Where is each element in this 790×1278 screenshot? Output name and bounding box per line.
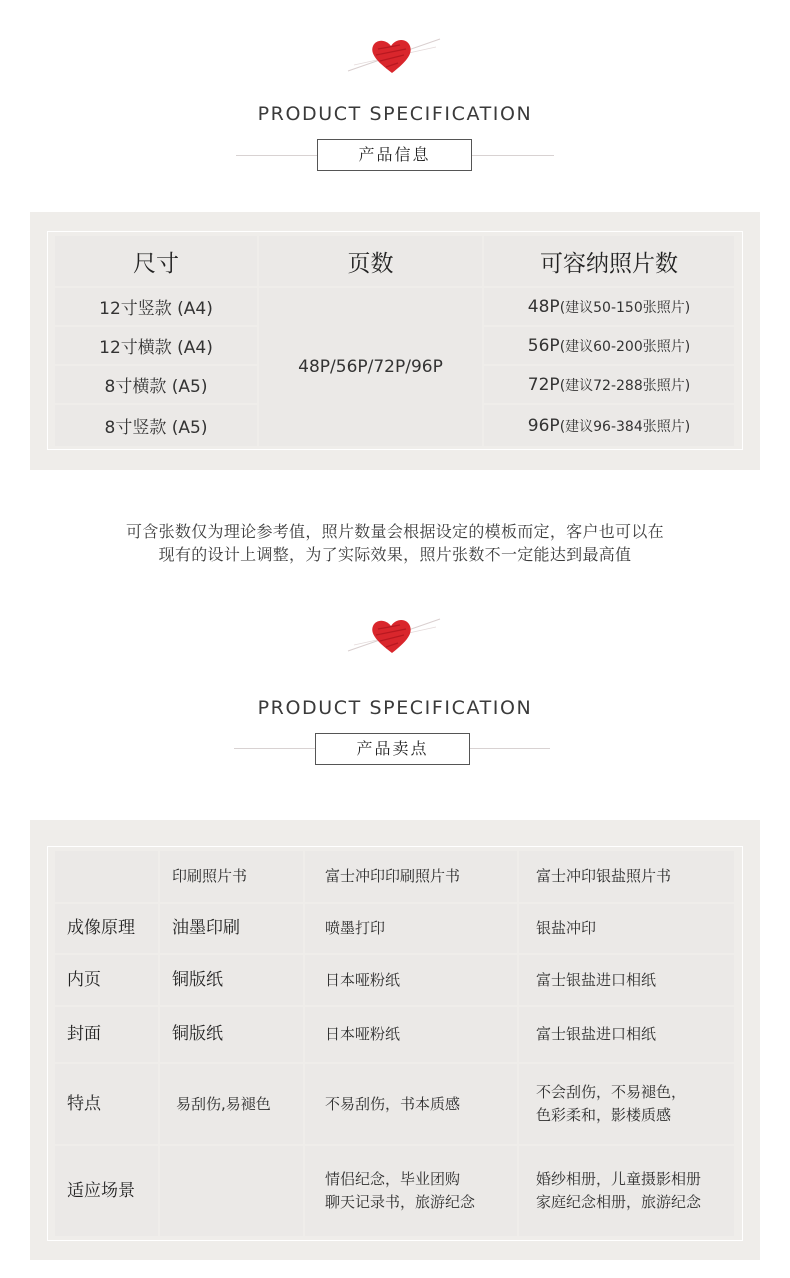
table-cell: 易刮伤,易褪色 (160, 1064, 303, 1144)
size-cell: 8寸竖款 (A5) (55, 405, 257, 446)
capacity-pages: 72P (527, 374, 560, 395)
capacity-cell (484, 405, 734, 446)
table-cell: 日本哑粉纸 (305, 1007, 517, 1062)
capacity-note: (建议72-288张照片) (559, 377, 691, 394)
heart-icon (340, 25, 450, 85)
capacity-note: (建议96-384张照片) (559, 418, 691, 435)
table-cell: 富士银盐进口相纸 (519, 1007, 734, 1062)
section-heading-selling-points (0, 593, 790, 758)
size-cell: 12寸竖款 (A4) (55, 288, 257, 325)
column-header: 富士冲印银盐照片书 (519, 851, 734, 902)
section1-en-title: PRODUCT SPECIFICATION (257, 103, 533, 125)
table-cell: 铜版纸 (160, 955, 303, 1005)
section1-cn-title: 产品信息 (317, 139, 472, 171)
table-cell (519, 1146, 734, 1236)
capacity-disclaimer-line2: 现有的设计上调整，为了实际效果，照片张数不一定能达到最高值 (158, 545, 632, 564)
cell-text: 情侣纪念，毕业团购 聊天记录书，旅游纪念 (325, 1170, 476, 1211)
table-cell: 银盐冲印 (519, 904, 734, 953)
capacity-pages: 96P (527, 415, 560, 436)
product-info-panel (30, 212, 760, 470)
table-cell (519, 1064, 734, 1144)
table-cell: 日本哑粉纸 (305, 955, 517, 1005)
table-cell: 不易刮伤，书本质感 (305, 1064, 517, 1144)
cell-text: 婚纱相册，儿童摄影相册 家庭纪念相册，旅游纪念 (536, 1170, 702, 1211)
column-header: 印刷照片书 (160, 851, 303, 902)
section2-cn-title: 产品卖点 (315, 733, 470, 765)
header-size: 尺寸 (55, 236, 257, 286)
capacity-note: (建议50-150张照片) (559, 299, 691, 316)
column-header-empty (55, 851, 158, 902)
capacity-note: (建议60-200张照片) (559, 338, 691, 355)
section-heading-info (0, 0, 790, 164)
capacity-cell (484, 288, 734, 325)
selling-points-panel (30, 820, 760, 1260)
column-header: 富士冲印印刷照片书 (305, 851, 517, 902)
row-label: 特点 (55, 1064, 158, 1144)
table-cell: 油墨印刷 (160, 904, 303, 953)
table-cell: 富士银盐进口相纸 (519, 955, 734, 1005)
heart-icon (340, 605, 450, 665)
size-cell: 12寸横款 (A4) (55, 327, 257, 364)
cell-text: 不会刮伤，不易褪色， 色彩柔和，影楼质感 (536, 1083, 687, 1124)
section2-en-title: PRODUCT SPECIFICATION (257, 697, 533, 719)
table-cell (160, 1146, 303, 1236)
header-pages: 页数 (259, 236, 482, 286)
table-cell (305, 1146, 517, 1236)
capacity-cell (484, 366, 734, 403)
header-capacity: 可容纳照片数 (484, 236, 734, 286)
capacity-pages: 56P (527, 335, 560, 356)
table-cell: 喷墨打印 (305, 904, 517, 953)
table-cell: 铜版纸 (160, 1007, 303, 1062)
row-label: 适应场景 (55, 1146, 158, 1236)
size-cell: 8寸横款 (A5) (55, 366, 257, 403)
row-label: 封面 (55, 1007, 158, 1062)
capacity-disclaimer-line1: 可含张数仅为理论参考值，照片数量会根据设定的模板而定，客户也可以在 (126, 522, 664, 541)
row-label: 内页 (55, 955, 158, 1005)
capacity-pages: 48P (527, 296, 560, 317)
pages-cell: 48P/56P/72P/96P (259, 288, 482, 446)
row-label: 成像原理 (55, 904, 158, 953)
capacity-cell (484, 327, 734, 364)
